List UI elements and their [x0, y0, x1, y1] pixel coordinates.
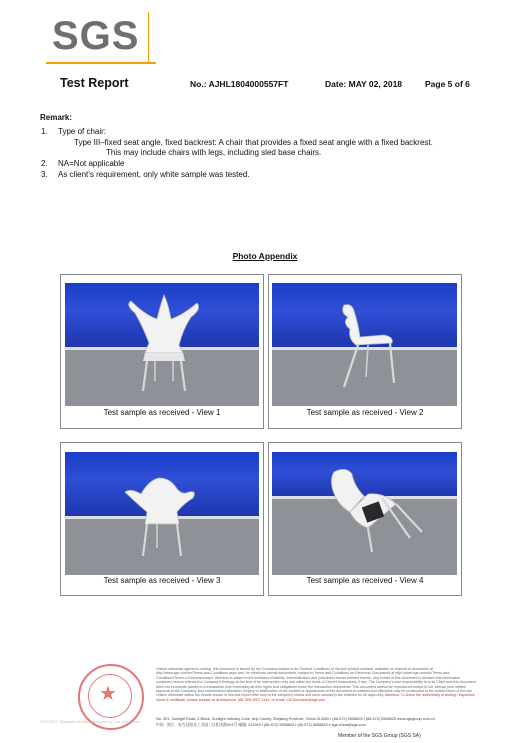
terms-fineprint [156, 667, 476, 702]
photo-cell-view-1 [60, 274, 264, 429]
chair-photo [65, 452, 259, 575]
photo-caption: Test sample as received - View 3 [103, 576, 221, 585]
chair-figure [65, 283, 259, 406]
chair-photo [272, 283, 457, 406]
remark-item-number: 1. [41, 127, 48, 136]
chair-photo [272, 452, 457, 575]
branch-name-faint: SGS-CSTC Standards Technical Services Co., Ltd. Anji Branch [40, 720, 141, 724]
remark-item-text: Type III–fixed seat angle, fixed backrest: A chair that provides a fixed seat angle with a fixed backrest. [74, 138, 433, 147]
chair-figure [272, 452, 457, 575]
remark-item-text: As client’s requirement, only white sample was tested. [58, 170, 250, 179]
photo-caption: Test sample as received - View 4 [306, 576, 424, 585]
remark-item-number: 3. [41, 170, 48, 179]
report-date: Date: MAY 02, 2018 [325, 79, 403, 89]
photo-cell-view-3 [60, 442, 264, 596]
report-title: Test Report [60, 76, 129, 90]
photo-appendix-title: Photo Appendix [232, 251, 298, 261]
page-number: Page 5 of 6 [425, 79, 470, 89]
photo-caption: Test sample as received - View 2 [306, 408, 424, 417]
remark-item-text: This may include chairs with legs, including sled base chairs. [106, 148, 322, 157]
remark-title: Remark: [40, 113, 73, 122]
remark-item-number: 2. [41, 159, 48, 168]
authenticity-notice: Attention: To check the authenticity of testing / inspection report & certificate, please contact us at telephone: (86-755) 8307 1443, or email: CN.Doccheck@sgs.com [156, 693, 475, 702]
sgs-logo [46, 8, 158, 64]
photo-cell-view-2 [268, 274, 462, 429]
address-chinese: 中国 · 浙江 · 安吉县阳光工业园二区阳光路301号 邮编: 313300 t (86-572) 5558825 f (86-572) 5558825 e sgs.china@sgs.com [156, 723, 366, 727]
logo-underline [46, 62, 156, 64]
chair-figure [65, 452, 259, 575]
report-number: No.: AJHL1804000557FT [190, 79, 289, 89]
terms-text: Unless otherwise agreed in writing, this document is issued by the Company subject to its General Conditions of Service printed overleaf, available on request or accessible at http://www.sgs.com/en/Terms-and-Conditions.aspx and, for electronic format documents, subject to Terms and Conditions for Electronic Documents at http://www.sgs.com/en/Terms-and-Conditions/Terms-e-Document.aspx. Attention is drawn to the limitation of liability, indemnification and jurisdiction issues defined therein. Any holder of this document is advised that information contained hereon reflects the Company's findings at the time of its intervention only and within the limits of Client's instructions, if any. The Company's sole responsibility is to its Client and this document does not exonerate parties to a transaction from exercising all their rights and obligations under the transaction documents. This document cannot be reproduced except in full, without prior written approval of the Company. Any unauthorized alteration, forgery or falsification of the content or appearance of this document is unlawful and offenders may be prosecuted to the fullest extent of the law. Unless otherwise stated the results shown in this test report refer only to the sample(s) tested and such sample(s) are retained for 30 days only. [156, 667, 476, 698]
logo-divider [148, 12, 149, 64]
remark-item-text: NA=Not applicable [58, 159, 125, 168]
photo-caption: Test sample as received - View 1 [103, 408, 221, 417]
address-english: No. 301, Sunlight Road, 2 Block, Sunlight Industry Zone, Anji County, Zhejiang Province, China 313300 t (86-572) 5558825 f (86-572) 5558825 www.sgsgroup.com.cn [156, 717, 435, 721]
chair-photo [65, 283, 259, 406]
logo-text: SGS [52, 14, 140, 58]
photo-cell-view-4 [268, 442, 462, 596]
remark-item-text: Type of chair: [58, 127, 107, 136]
company-seal: ★ [78, 664, 144, 730]
chair-figure [272, 283, 457, 406]
sgs-group-membership: Member of the SGS Group (SGS SA) [338, 733, 421, 739]
